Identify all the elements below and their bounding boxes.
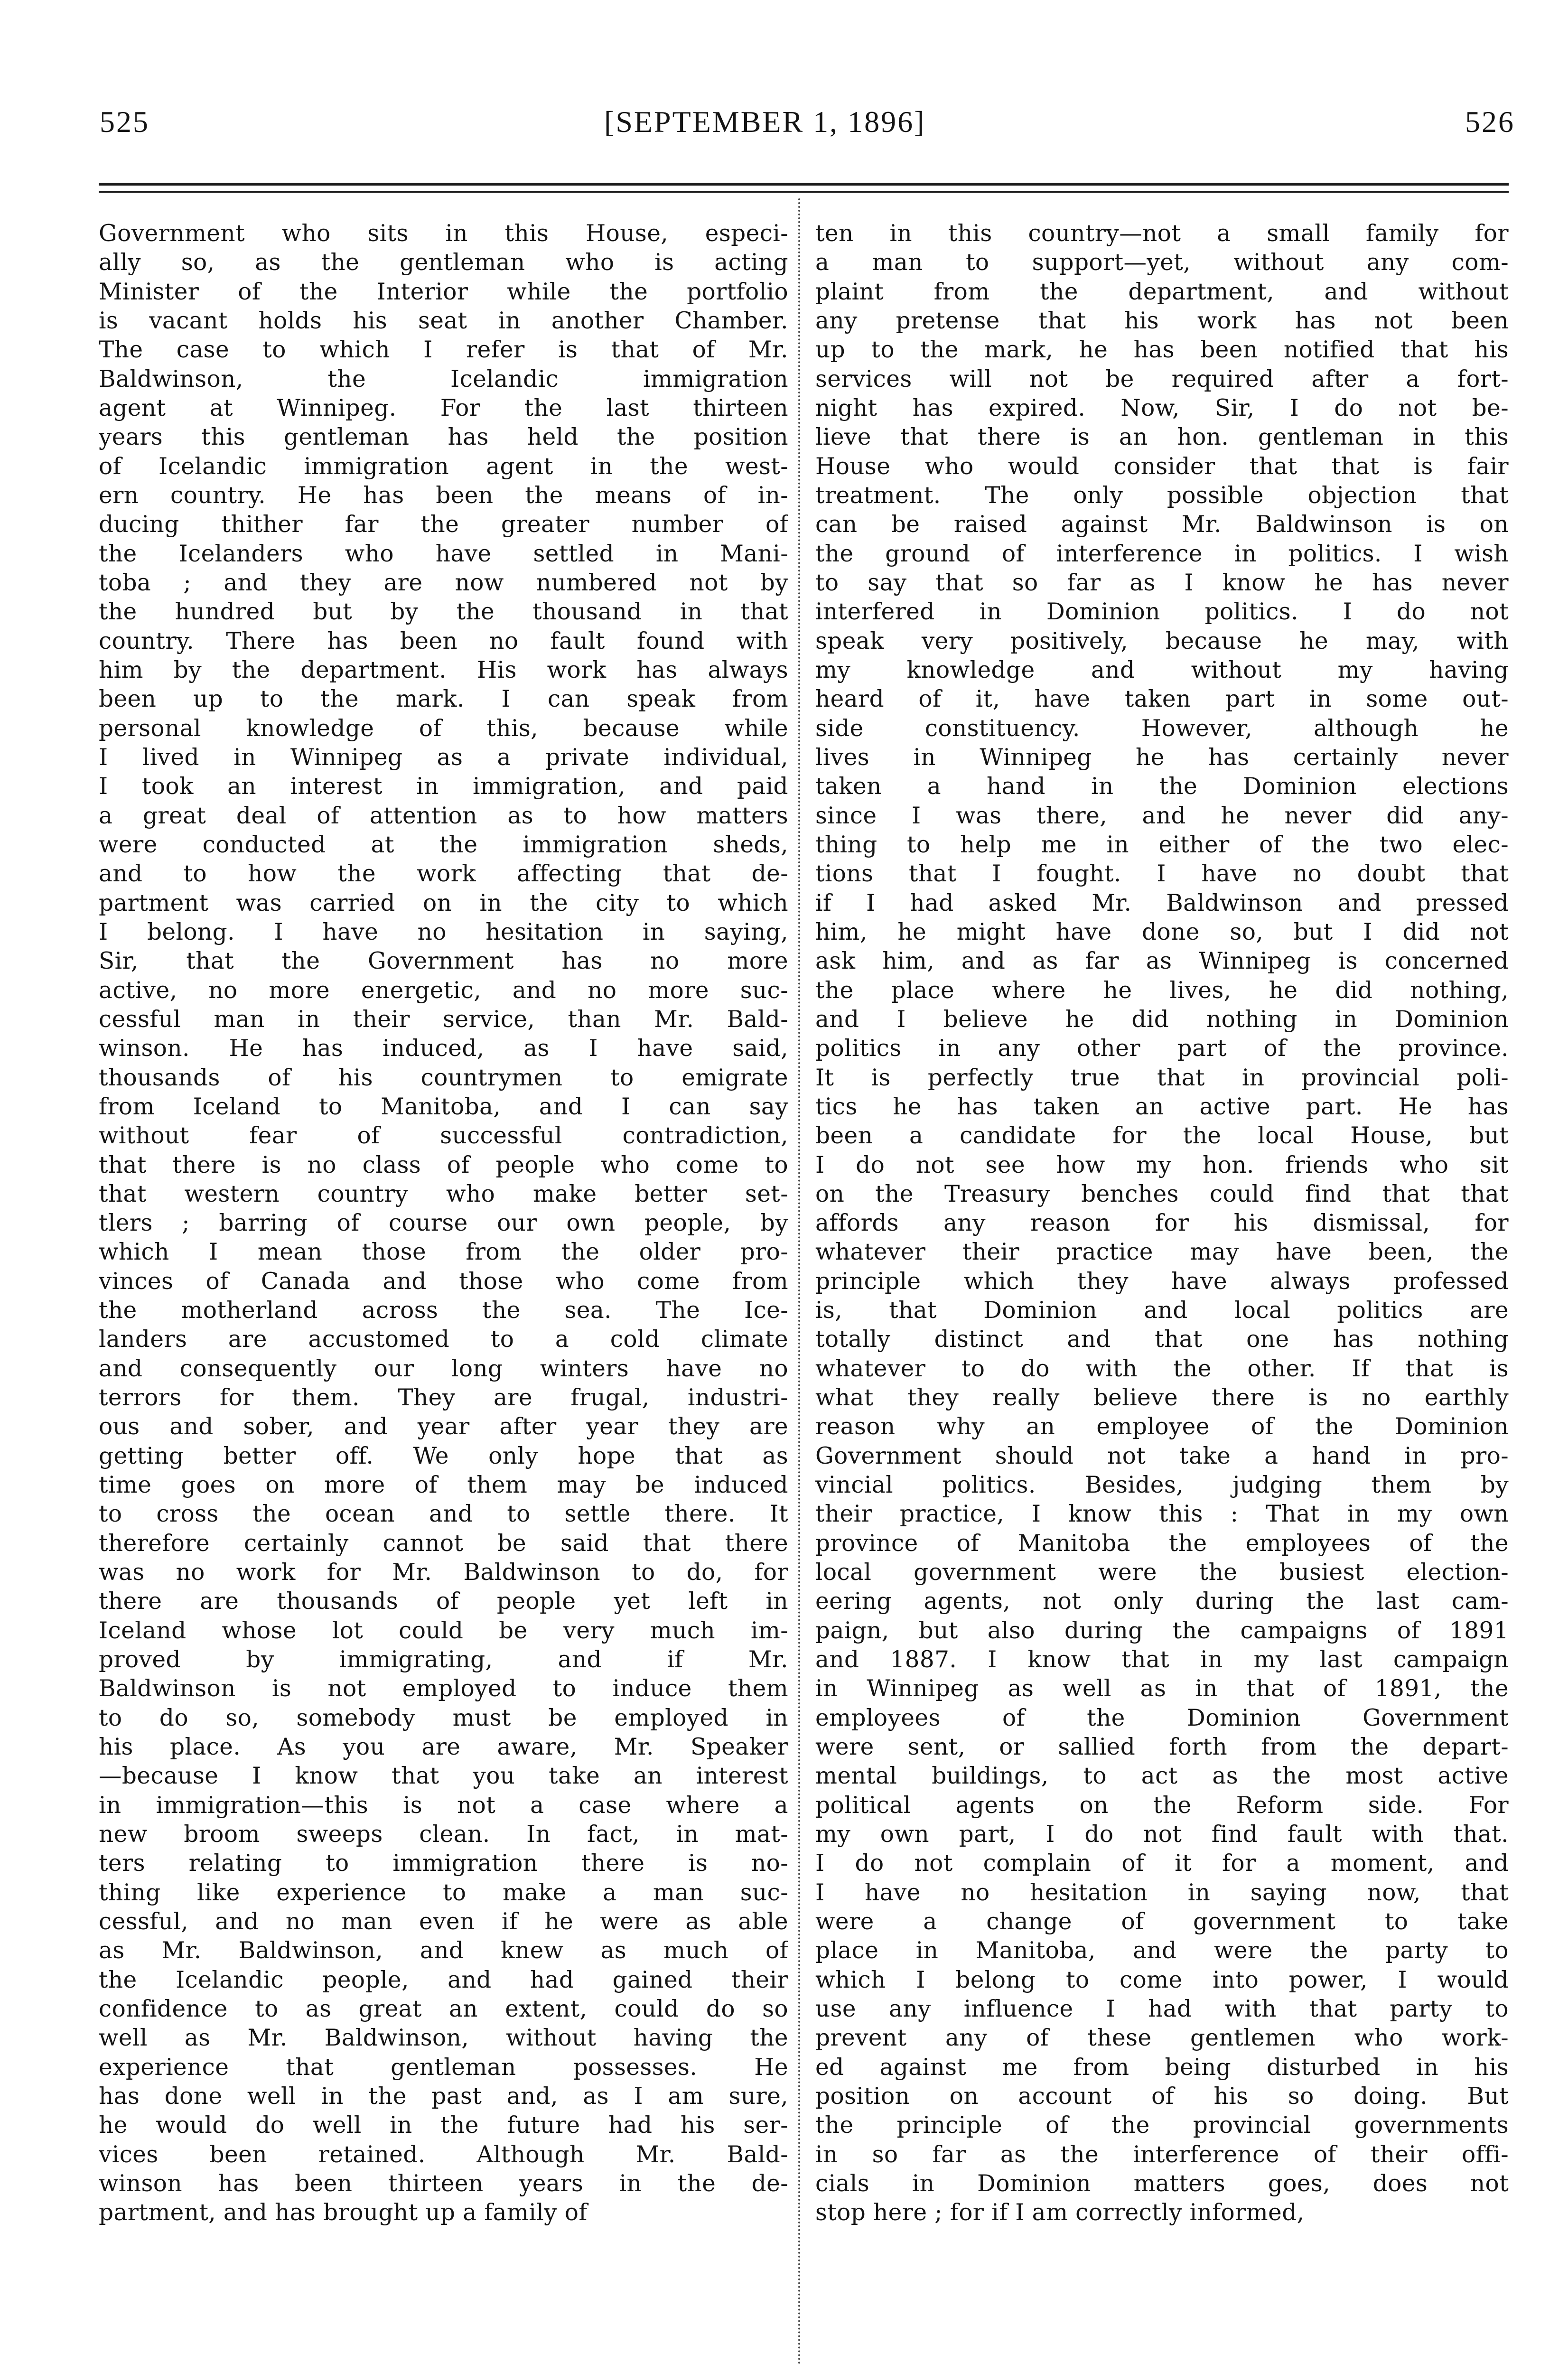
text-line: tics he has taken an active part. He has — [815, 1093, 1509, 1120]
text-line: new broom sweeps clean. In fact, in mat- — [99, 1821, 788, 1848]
text-line: I do not see how my hon. friends who sit — [815, 1151, 1509, 1178]
text-line: side constituency. However, although he — [815, 715, 1509, 742]
text-line: The case to which I refer is that of Mr. — [99, 336, 788, 364]
text-line: time goes on more of them may be induced — [99, 1472, 788, 1499]
text-line: totally distinct and that one has nothing — [815, 1326, 1509, 1353]
text-line: ally so, as the gentleman who is acting — [99, 249, 788, 276]
text-line: ask him, and as far as Winnipeg is concerned — [815, 948, 1509, 975]
text-line: Government who sits in this House, especi- — [99, 220, 788, 247]
text-line: place in Manitoba, and were the party to — [815, 1937, 1509, 1964]
text-line: House who would consider that that is fair — [815, 453, 1509, 480]
text-line: personal knowledge of this, because while — [99, 715, 788, 742]
text-line: tlers ; barring of course our own people, by — [99, 1210, 788, 1237]
text-line: years this gentleman has held the position — [99, 424, 788, 451]
text-line: vincial politics. Besides, judging them by — [815, 1472, 1509, 1499]
text-line: landers are accustomed to a cold climate — [99, 1326, 788, 1353]
text-line: mental buildings, to act as the most active — [815, 1763, 1509, 1790]
text-line: in so far as the interference of their offi- — [815, 2141, 1509, 2168]
text-line: has done well in the past and, as I am sure, — [99, 2083, 788, 2110]
text-line: to say that so far as I know he has never — [815, 569, 1509, 596]
text-line: as Mr. Baldwinson, and knew as much of — [99, 1937, 788, 1964]
text-line: were conducted at the immigration sheds, — [99, 831, 788, 858]
text-line: is vacant holds his seat in another Chamber. — [99, 307, 788, 334]
text-line: a great deal of attention as to how matters — [99, 802, 788, 829]
text-line: vinces of Canada and those who come from — [99, 1268, 788, 1295]
text-line: is, that Dominion and local politics are — [815, 1297, 1509, 1324]
text-line: I have no hesitation in saying now, that — [815, 1879, 1509, 1906]
text-line: toba ; and they are now numbered not by — [99, 569, 788, 596]
text-line: It is perfectly true that in provincial poli- — [815, 1064, 1509, 1091]
text-line: that western country who make better set- — [99, 1180, 788, 1207]
text-line: he would do well in the future had his ser- — [99, 2112, 788, 2139]
text-line: plaint from the department, and without — [815, 278, 1509, 305]
text-line: whatever to do with the other. If that is — [815, 1355, 1509, 1382]
text-line: in Winnipeg as well as in that of 1891, the — [815, 1675, 1509, 1702]
text-line: getting better off. We only hope that as — [99, 1442, 788, 1469]
text-line: been a candidate for the local House, but — [815, 1122, 1509, 1149]
text-line: reason why an employee of the Dominion — [815, 1413, 1509, 1440]
text-line: what they really believe there is no earthly — [815, 1384, 1509, 1411]
text-line: Baldwinson, the Icelandic immigration — [99, 365, 788, 392]
text-line: any pretense that his work has not been — [815, 307, 1509, 334]
text-line: partment, and has brought up a family of — [99, 2199, 588, 2226]
text-line: I lived in Winnipeg as a private individual, — [99, 744, 788, 771]
page-header — [0, 101, 1568, 143]
text-line: ed against me from being disturbed in his — [815, 2054, 1509, 2081]
text-line: winson has been thirteen years in the de- — [99, 2170, 788, 2197]
text-line: lieve that there is an hon. gentleman in this — [815, 424, 1509, 451]
text-line: Minister of the Interior while the portfolio — [99, 278, 788, 305]
text-line: politics in any other part of the province. — [815, 1035, 1509, 1062]
text-line: speak very positively, because he may, with — [815, 627, 1509, 654]
text-line: thing like experience to make a man suc- — [99, 1879, 788, 1906]
text-line: I took an interest in immigration, and paid — [99, 773, 788, 800]
text-line: were sent, or sallied forth from the depart- — [815, 1734, 1509, 1761]
left-column — [99, 219, 788, 2228]
text-line: lives in Winnipeg he has certainly never — [815, 744, 1509, 771]
text-line: which I mean those from the older pro- — [99, 1239, 788, 1266]
text-line: confidence to as great an extent, could do so — [99, 1996, 788, 2023]
text-line: been up to the mark. I can speak from — [99, 686, 788, 713]
text-line: treatment. The only possible objection that — [815, 482, 1509, 509]
text-line: province of Manitoba the employees of the — [815, 1530, 1509, 1557]
text-line: and consequently our long winters have no — [99, 1355, 788, 1382]
text-line: interfered in Dominion politics. I do not — [815, 598, 1509, 626]
text-line: therefore certainly cannot be said that there — [99, 1530, 788, 1557]
column-divider — [798, 198, 800, 2366]
text-line: cials in Dominion matters goes, does not — [815, 2170, 1509, 2197]
header-rule-thin — [99, 191, 1509, 193]
text-line: affords any reason for his dismissal, for — [815, 1210, 1509, 1237]
text-line: to do so, somebody must be employed in — [99, 1704, 788, 1731]
text-line: their practice, I know this : That in my own — [815, 1501, 1509, 1528]
text-line: cessful, and no man even if he were as able — [99, 1908, 788, 1935]
text-line: ten in this country—not a small family for — [815, 220, 1509, 247]
text-line: —because I know that you take an interest — [99, 1763, 788, 1790]
text-line: ern country. He has been the means of in- — [99, 482, 788, 509]
text-line: his place. As you are aware, Mr. Speaker — [99, 1734, 788, 1761]
text-line: there are thousands of people yet left in — [99, 1588, 788, 1615]
text-line: the Icelandic people, and had gained their — [99, 1966, 788, 1993]
text-line: from Iceland to Manitoba, and I can say — [99, 1093, 788, 1120]
text-line: heard of it, have taken part in some out- — [815, 686, 1509, 713]
text-line: terrors for them. They are frugal, industri- — [99, 1384, 788, 1411]
right-column — [815, 219, 1509, 2228]
text-line: eering agents, not only during the last cam- — [815, 1588, 1509, 1615]
text-line: whatever their practice may have been, the — [815, 1239, 1509, 1266]
text-line: Baldwinson is not employed to induce them — [99, 1675, 788, 1702]
text-line: prevent any of these gentlemen who work- — [815, 2025, 1509, 2052]
text-line: up to the mark, he has been notified that his — [815, 336, 1509, 364]
text-line: on the Treasury benches could find that that — [815, 1180, 1509, 1207]
header-rule-thick — [99, 183, 1509, 186]
text-line: him, he might have done so, but I did not — [815, 918, 1509, 945]
text-line: thousands of his countrymen to emigrate — [99, 1064, 788, 1091]
text-line: since I was there, and he never did any- — [815, 802, 1509, 829]
text-line: without fear of successful contradiction, — [99, 1122, 788, 1149]
text-line: the hundred but by the thousand in that — [99, 598, 788, 626]
text-line: the principle of the provincial governments — [815, 2112, 1509, 2139]
text-line: local government were the busiest election- — [815, 1559, 1509, 1586]
text-line: in immigration—this is not a case where a — [99, 1792, 788, 1819]
text-line: the Icelanders who have settled in Mani- — [99, 540, 788, 567]
text-line: which I belong to come into power, I would — [815, 1966, 1509, 1993]
text-line: taken a hand in the Dominion elections — [815, 773, 1509, 800]
text-line: my own part, I do not find fault with that. — [815, 1821, 1509, 1848]
text-line: ducing thither far the greater number of — [99, 511, 788, 538]
text-line: ters relating to immigration there is no- — [99, 1850, 788, 1877]
text-line: that there is no class of people who come to — [99, 1151, 788, 1178]
text-line: to cross the ocean and to settle there. It — [99, 1501, 788, 1528]
text-line: I belong. I have no hesitation in saying, — [99, 918, 788, 945]
text-line: and 1887. I know that in my last campaign — [815, 1646, 1509, 1673]
text-line: use any influence I had with that party to — [815, 1996, 1509, 2023]
text-line: partment was carried on in the city to which — [99, 889, 788, 916]
text-line: night has expired. Now, Sir, I do not be- — [815, 394, 1509, 421]
text-line: the place where he lives, he did nothing, — [815, 977, 1509, 1004]
text-line: Government should not take a hand in pro- — [815, 1442, 1509, 1469]
text-line: position on account of his so doing. But — [815, 2083, 1509, 2110]
text-line: experience that gentleman possesses. He — [99, 2054, 788, 2081]
text-line: of Icelandic immigration agent in the west- — [99, 453, 788, 480]
text-line: were a change of government to take — [815, 1908, 1509, 1935]
text-line: vices been retained. Although Mr. Bald- — [99, 2141, 788, 2168]
text-line: services will not be required after a fort- — [815, 365, 1509, 392]
text-line: if I had asked Mr. Baldwinson and pressed — [815, 889, 1509, 916]
text-line: Sir, that the Government has no more — [99, 948, 788, 975]
text-line: the motherland across the sea. The Ice- — [99, 1297, 788, 1324]
text-line: agent at Winnipeg. For the last thirteen — [99, 394, 788, 421]
text-line: can be raised against Mr. Baldwinson is on — [815, 511, 1509, 538]
text-line: the ground of interference in politics. I wish — [815, 540, 1509, 567]
text-line: principle which they have always professed — [815, 1268, 1509, 1295]
text-line: my knowledge and without my having — [815, 656, 1509, 683]
text-line: ous and sober, and year after year they are — [99, 1413, 788, 1440]
text-line: Iceland whose lot could be very much im- — [99, 1617, 788, 1644]
text-line: active, no more energetic, and no more suc- — [99, 977, 788, 1004]
text-line: paign, but also during the campaigns of 1891 — [815, 1617, 1509, 1644]
page-number-right: 526 — [1465, 105, 1515, 139]
text-line: him by the department. His work has always — [99, 656, 788, 683]
text-line: was no work for Mr. Baldwinson to do, for — [99, 1559, 788, 1586]
text-line: a man to support—yet, without any com- — [815, 249, 1509, 276]
header-date: [SEPTEMBER 1, 1896] — [604, 105, 926, 139]
text-line: stop here ; for if I am correctly informed, — [815, 2199, 1305, 2226]
text-line: winson. He has induced, as I have said, — [99, 1035, 788, 1062]
text-line: tions that I fought. I have no doubt that — [815, 860, 1509, 888]
text-line: country. There has been no fault found with — [99, 627, 788, 654]
page-number-left: 525 — [100, 105, 149, 139]
text-line: political agents on the Reform side. For — [815, 1792, 1509, 1819]
text-line: proved by immigrating, and if Mr. — [99, 1646, 788, 1673]
text-line: and to how the work affecting that de- — [99, 860, 788, 888]
text-line: I do not complain of it for a moment, and — [815, 1850, 1509, 1877]
text-line: cessful man in their service, than Mr. Bald- — [99, 1006, 788, 1033]
text-line: well as Mr. Baldwinson, without having the — [99, 2025, 788, 2052]
text-line: and I believe he did nothing in Dominion — [815, 1006, 1509, 1033]
text-line: employees of the Dominion Government — [815, 1704, 1509, 1731]
text-line: thing to help me in either of the two elec- — [815, 831, 1509, 858]
